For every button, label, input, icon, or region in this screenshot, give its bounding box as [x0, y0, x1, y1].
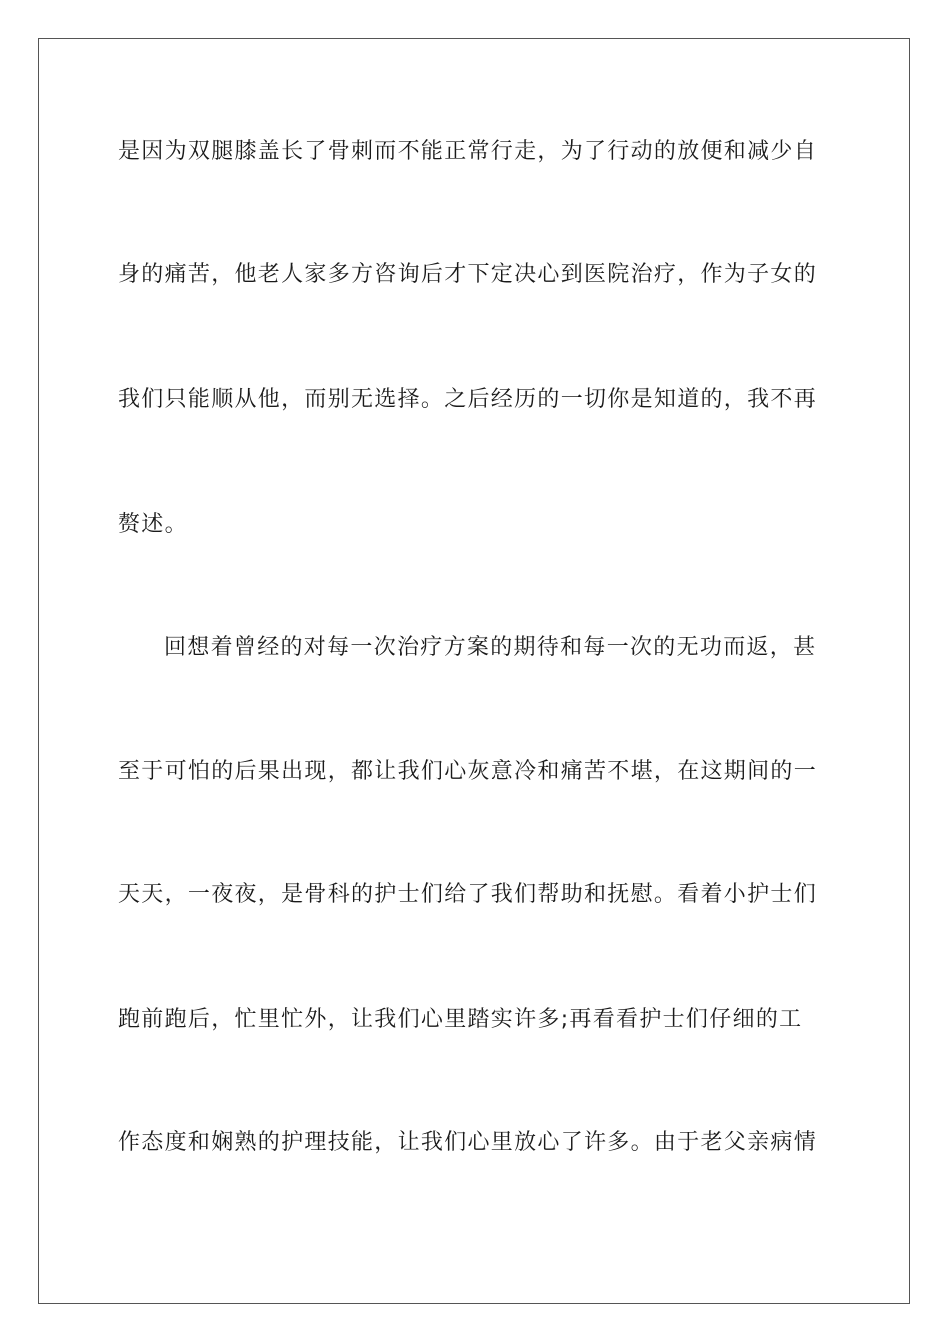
text-line: 至于可怕的后果出现，都让我们心灰意冷和痛苦不堪，在这期间的一: [118, 759, 818, 784]
text-line: 身的痛苦，他老人家多方咨询后才下定决心到医院治疗，作为子女的: [118, 262, 818, 287]
page-frame: [38, 38, 910, 1304]
text-line: 跑前跑后，忙里忙外，让我们心里踏实许多;再看看护士们仔细的工: [118, 1007, 803, 1032]
paragraph-first-line: 回想着曾经的对每一次治疗方案的期待和每一次的无功而返，甚: [164, 635, 817, 660]
text-line: 是因为双腿膝盖长了骨刺而不能正常行走，为了行动的放便和减少自: [118, 139, 818, 164]
text-line: 我们只能顺从他，而别无选择。之后经历的一切你是知道的，我不再: [118, 387, 818, 412]
text-line: 天天，一夜夜，是骨科的护士们给了我们帮助和抚慰。看着小护士们: [118, 882, 818, 907]
text-line: 赘述。: [118, 512, 188, 537]
text-line: 作态度和娴熟的护理技能，让我们心里放心了许多。由于老父亲病情: [118, 1130, 818, 1155]
